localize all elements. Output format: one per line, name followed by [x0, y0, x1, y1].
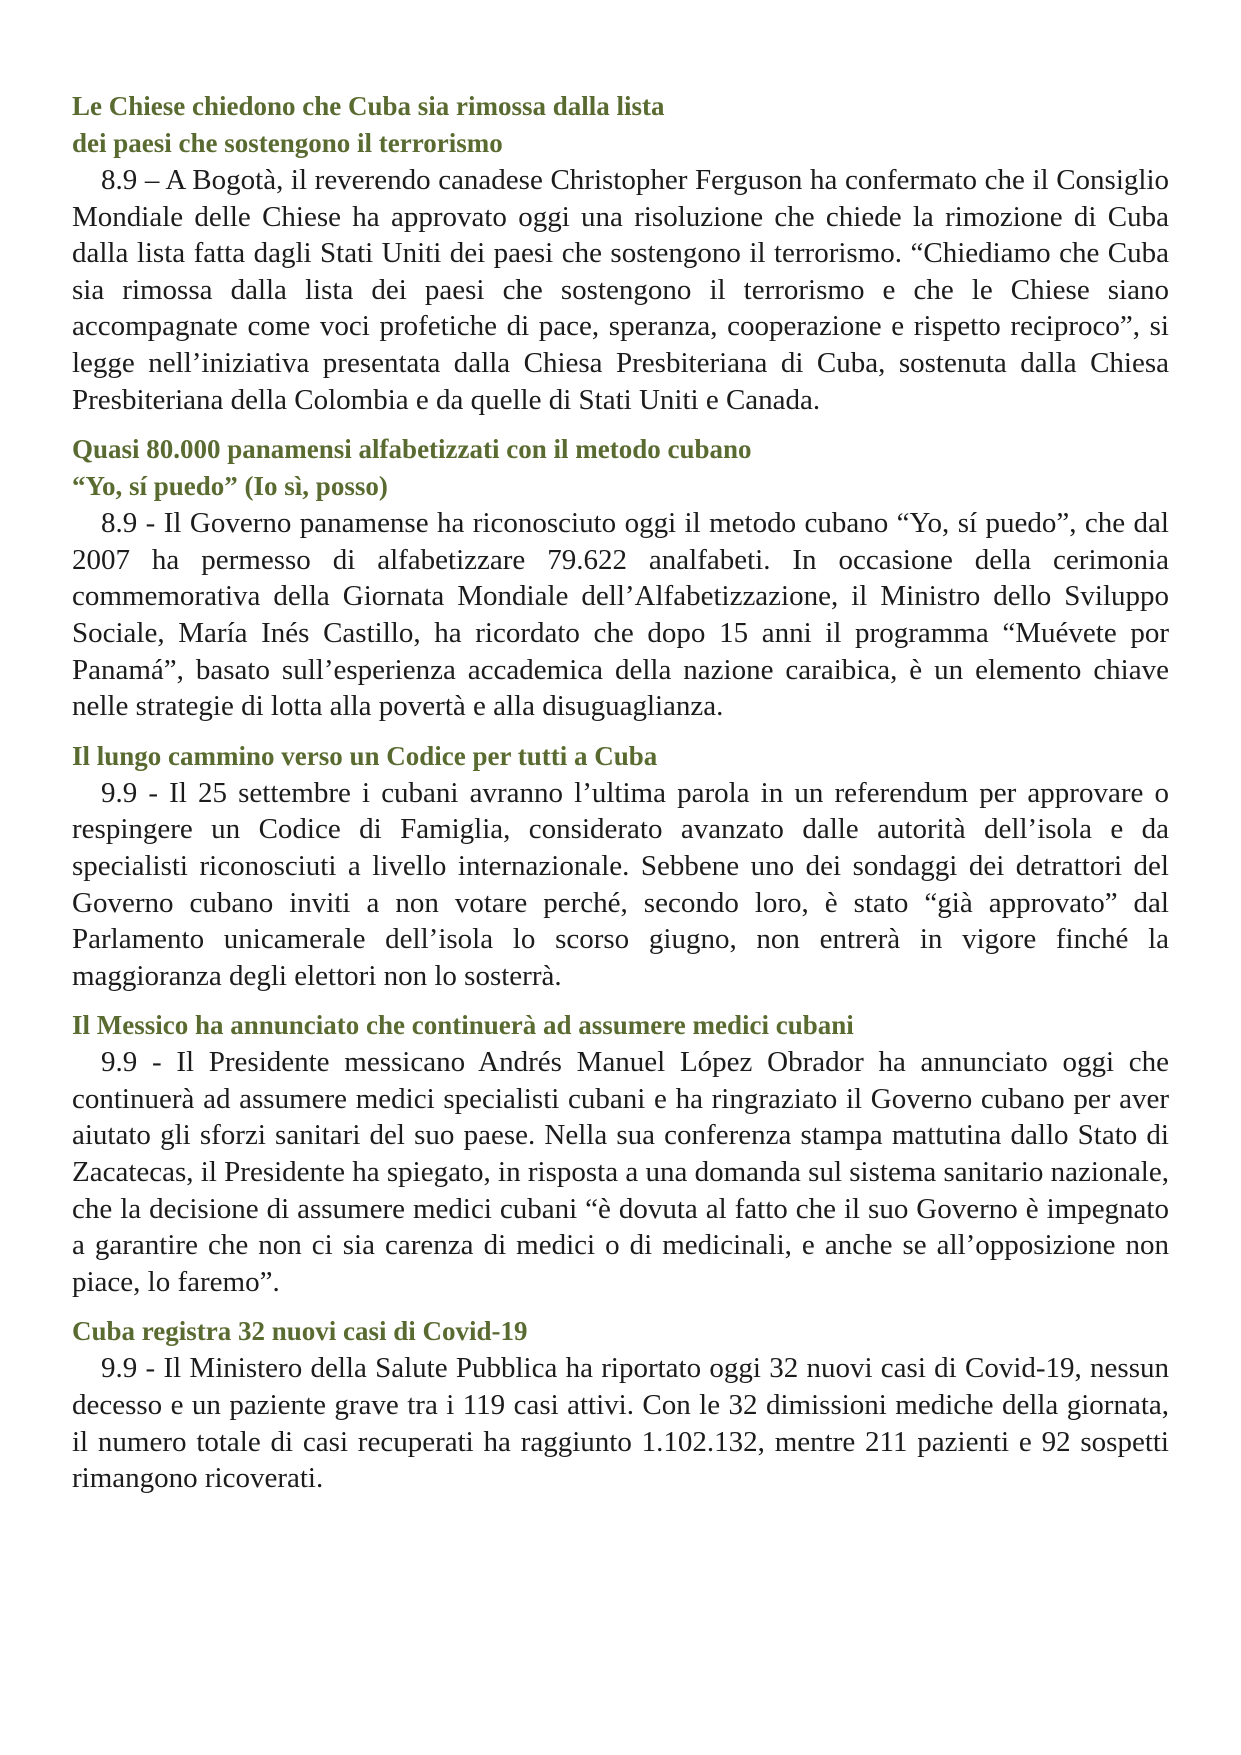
- news-article-family-code: [72, 738, 1169, 995]
- article-body: 8.9 – A Bogotà, il reverendo canadese Christopher Ferguson ha confermato che il Consiglio Mondiale delle Chiese ha approvato oggi una risoluzione che chiede la rimozione di Cuba dalla lista fatta dagli Stati Uniti dei paesi che sostengono il terrorismo. “Chiediamo che Cuba sia rimossa dalla lista dei paesi che sostengono il terrorismo e che le Chiese siano accompagnate come voci profetiche di pace, speranza, cooperazione e rispetto reciproco”, si legge nell’iniziativa presentata dalla Chiesa Presbiteriana di Cuba, sostenuta dalla Chiesa Presbiteriana della Colombia e da quelle di Stati Uniti e Canada.: [72, 164, 1169, 416]
- headline-line: Il Messico ha annunciato che continuerà ad assumere medici cubani: [72, 1010, 854, 1041]
- article-headline: [72, 1007, 1169, 1044]
- news-article-churches-cuba: [72, 88, 1169, 418]
- news-article-covid-cases: [72, 1313, 1169, 1496]
- article-body: 9.9 - Il Ministero della Salute Pubblica ha riportato oggi 32 nuovi casi di Covid-19, nessun decesso e un paziente grave tra i 119 casi attivi. Con le 32 dimissioni mediche della giornata, il numero totale di casi recuperati ha raggiunto 1.102.132, mentre 211 pazienti e 92 sospetti rimangono ricoverati.: [72, 1352, 1169, 1495]
- headline-line: Cuba registra 32 nuovi casi di Covid-19: [72, 1316, 528, 1347]
- headline-line: “Yo, sí puedo” (Io sì, posso): [72, 471, 388, 502]
- article-body: 9.9 - Il Presidente messicano Andrés Manuel López Obrador ha annunciato oggi che continuerà ad assumere medici specialisti cubani e ha ringraziato il Governo cubano per aver aiutato gli sforzi sanitari del suo paese. Nella sua conferenza stampa mattutina dallo Stato di Zacatecas, il Presidente ha spiegato, in risposta a una domanda sul sistema sanitario nazionale, che la decisione di assumere medici cubani “è dovuta al fatto che il suo Governo è impegnato a garantire che non ci sia carenza di medici o di medicinali, e anche se all’opposizione non piace, lo faremo”.: [72, 1046, 1169, 1298]
- article-body: 9.9 - Il 25 settembre i cubani avranno l’ultima parola in un referendum per approvare o respingere un Codice di Famiglia, considerato avanzato dalle autorità dell’isola e da specialisti riconosciuti a livello internazionale. Sebbene uno dei sondaggi dei detrattori del Governo cubano inviti a non votare perché, secondo loro, è stato “già approvato” dal Parlamento unicamerale dell’isola lo scorso giugno, non entrerà in vigore finché la maggioranza degli elettori non lo sosterrà.: [72, 776, 1169, 992]
- article-body: 8.9 - Il Governo panamense ha riconosciuto oggi il metodo cubano “Yo, sí puedo”, che dal 2007 ha permesso di alfabetizzare 79.622 analfabeti. In occasione della cerimonia commemorativa della Giornata Mondiale dell’Alfabetizzazione, il Ministro dello Sviluppo Sociale, María Inés Castillo, ha ricordato che dopo 15 anni il programma “Muévete por Panamá”, basato sull’esperienza accademica della nazione caraibica, è un elemento chiave nelle strategie di lotta alla povertà e alla disuguaglianza.: [72, 507, 1169, 723]
- news-article-panama-literacy: [72, 431, 1169, 725]
- article-headline: [72, 738, 1169, 775]
- headline-line: dei paesi che sostengono il terrorismo: [72, 128, 503, 158]
- article-headline: [72, 1313, 1169, 1350]
- news-article-mexico-doctors: [72, 1007, 1169, 1300]
- headline-line: Quasi 80.000 panamensi alfabetizzati con il metodo cubano: [72, 434, 752, 465]
- document-page: [72, 88, 1169, 1497]
- headline-line: Le Chiese chiedono che Cuba sia rimossa dalla lista: [72, 91, 665, 121]
- article-headline: [72, 431, 1169, 505]
- headline-line: Il lungo cammino verso un Codice per tutti a Cuba: [72, 740, 658, 771]
- article-headline: [72, 88, 1169, 162]
